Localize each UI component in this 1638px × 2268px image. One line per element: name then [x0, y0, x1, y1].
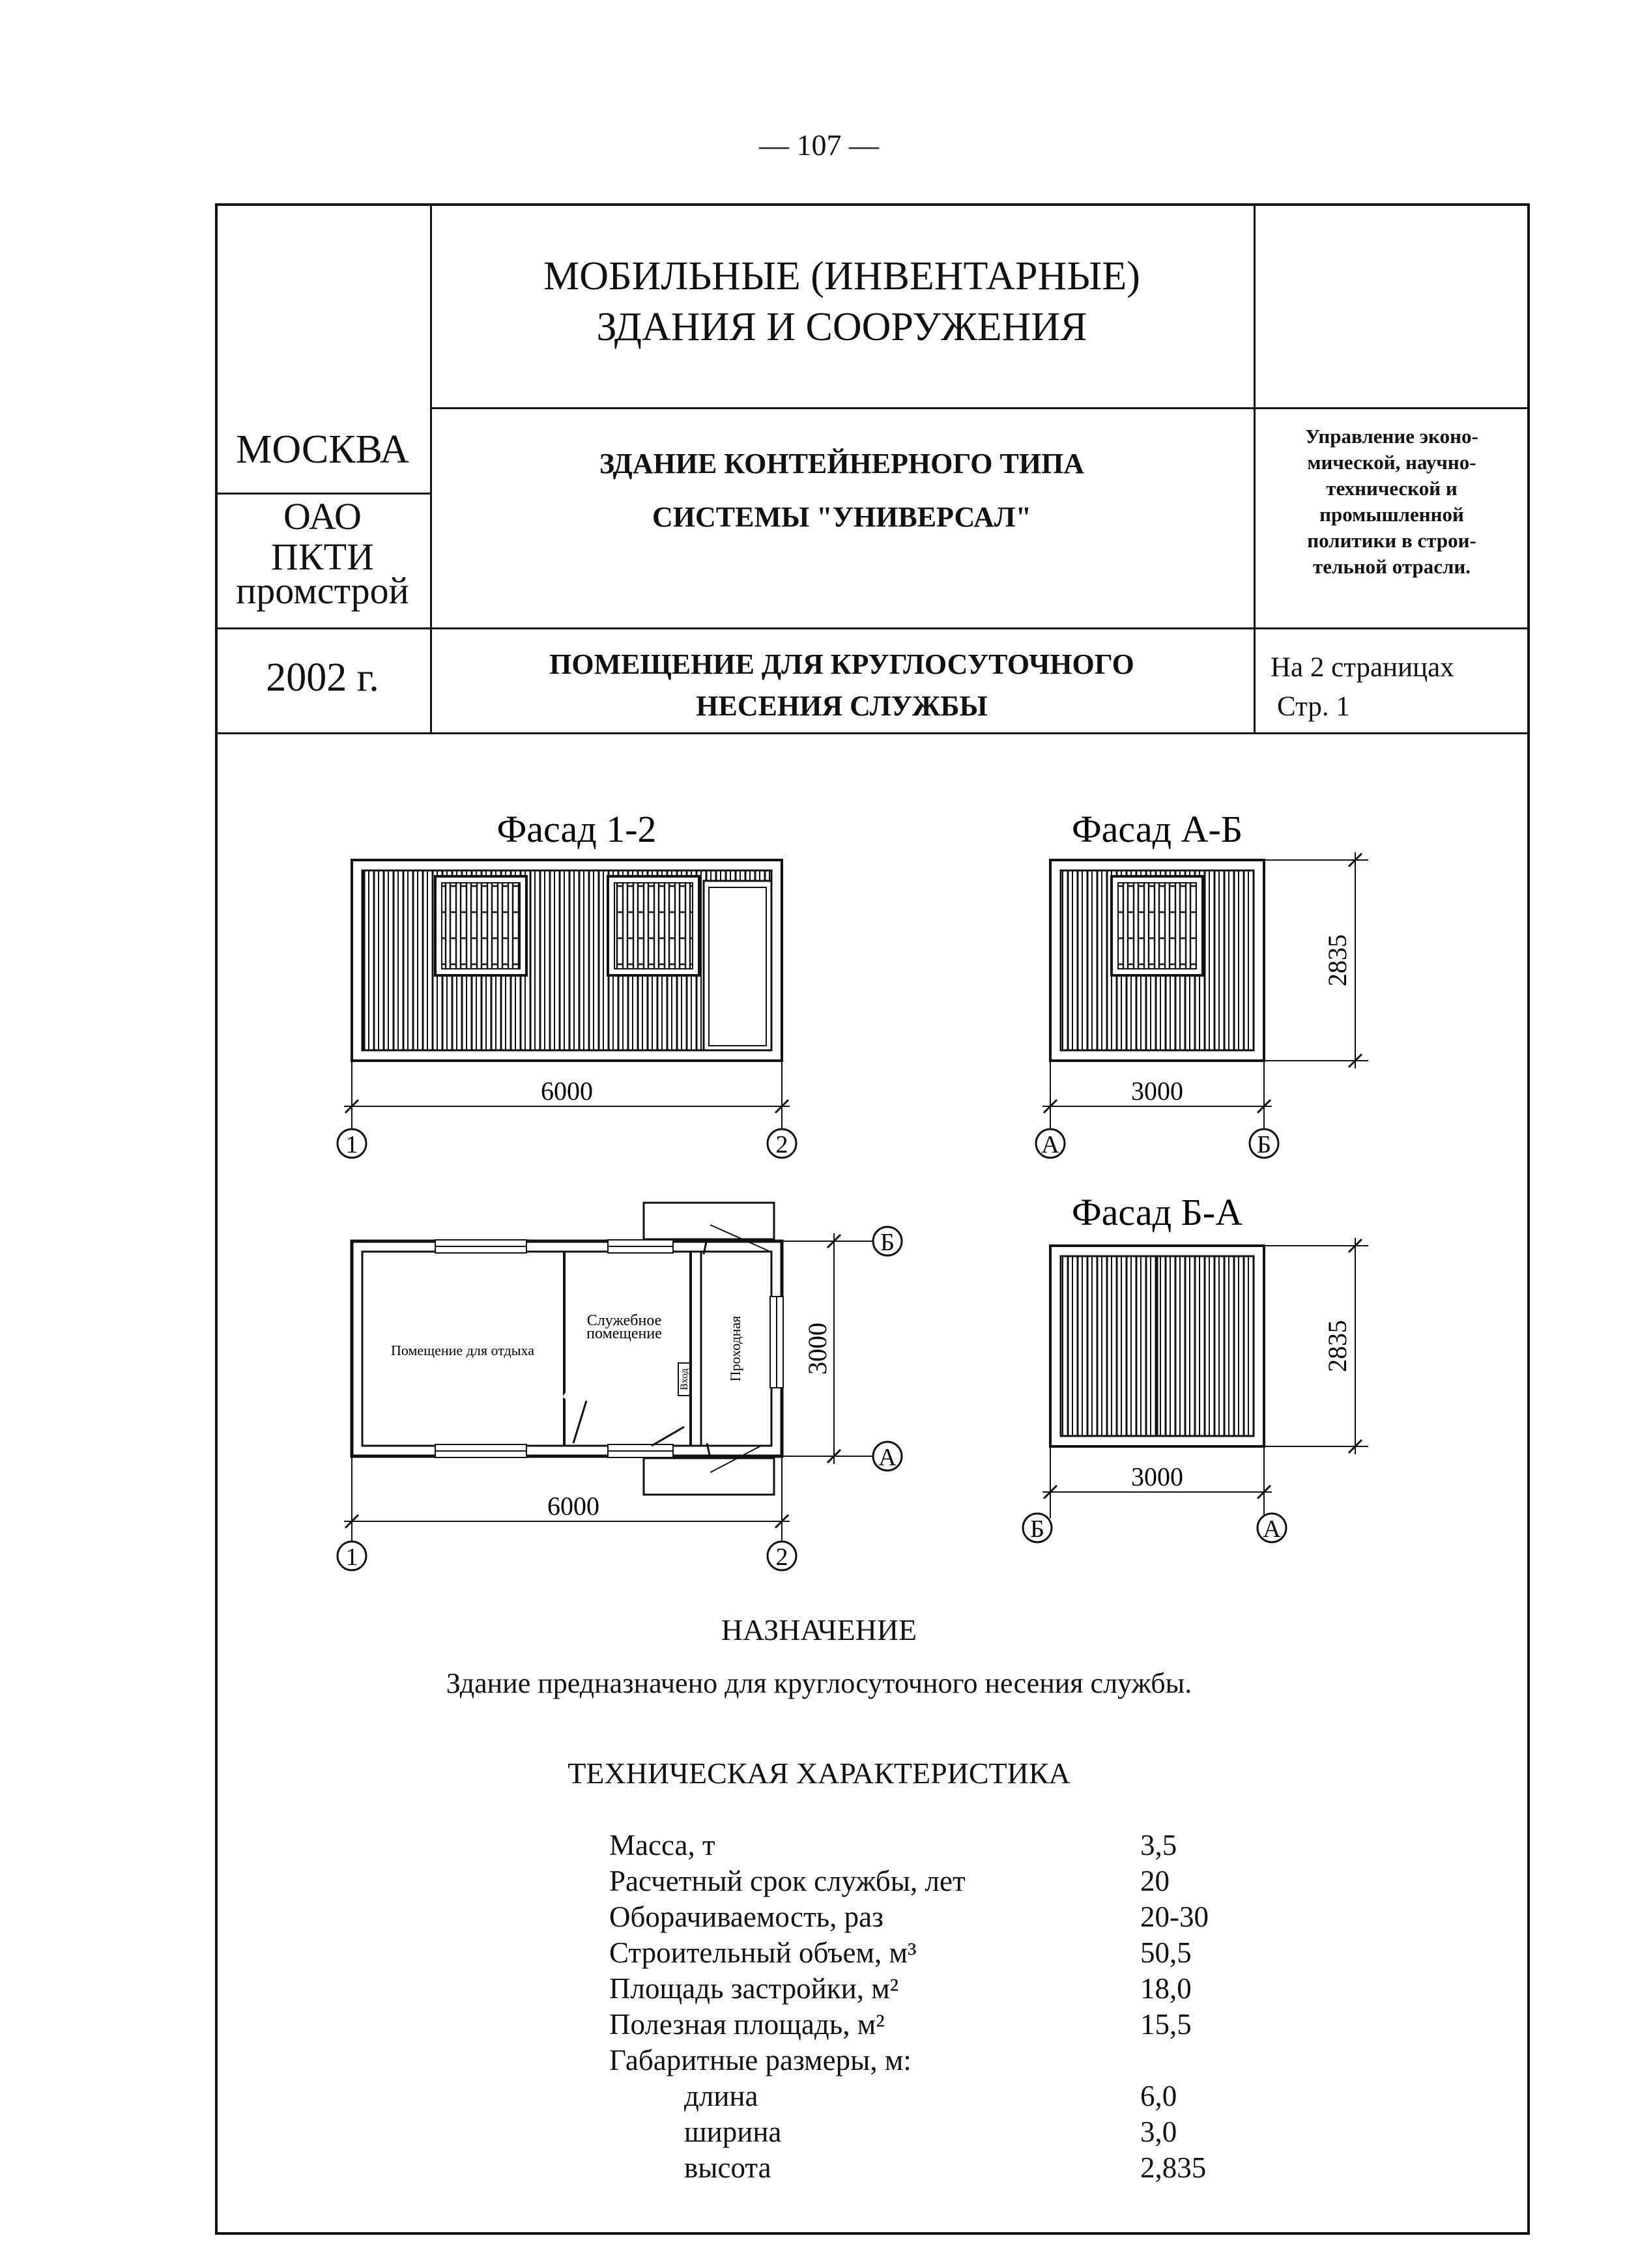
plan-width-dim: 3000	[803, 1323, 832, 1375]
plan-axis-2: 2	[775, 1543, 788, 1571]
spec-value: 20-30	[1140, 1901, 1209, 1933]
axis-a-label: А	[1041, 1131, 1059, 1158]
entrance-label: Вход	[679, 1368, 690, 1390]
spec-value: 6,0	[1140, 2080, 1177, 2112]
building-line1: ЗДАНИЕ КОНТЕЙНЕРНОГО ТИПА	[599, 448, 1085, 480]
axis-1-label: 1	[345, 1131, 358, 1158]
spec-value: 20	[1140, 1865, 1170, 1897]
org-line2: ПКТИ	[271, 536, 374, 578]
spec-value: 18,0	[1140, 1972, 1192, 2005]
spec-table	[609, 1828, 1261, 2192]
spec-value: 3,5	[1140, 1829, 1177, 1861]
purpose-heading: НАЗНАЧЕНИЕ	[721, 1613, 917, 1646]
facade-a-b-height: 2835	[1323, 934, 1352, 986]
spec-label: Оборачиваемость, раз	[609, 1901, 884, 1933]
room-title-line2: НЕСЕНИЯ СЛУЖБЫ	[696, 690, 988, 722]
facade-b-a-title: Фасад Б-А	[1071, 1191, 1243, 1233]
city: МОСКВА	[236, 427, 409, 472]
spec-value: 50,5	[1140, 1936, 1192, 1969]
spec-row	[609, 2043, 1261, 2078]
spec-label: высота	[684, 2151, 771, 2184]
floor-plan	[338, 1203, 902, 1571]
spec-row	[609, 1828, 1261, 1863]
facade-b-a-height: 2835	[1323, 1320, 1352, 1372]
plan-axis-1: 1	[345, 1543, 358, 1571]
series-title-line1: МОБИЛЬНЫЕ (ИНВЕНТАРНЫЕ)	[543, 254, 1140, 298]
org-line1: ОАО	[283, 495, 362, 538]
spec-label: Полезная площадь, м²	[609, 2008, 885, 2041]
admin-line: технической и	[1326, 477, 1458, 500]
org-line3: промстрой	[236, 569, 409, 612]
facade-b-a-width: 3000	[1131, 1462, 1183, 1491]
admin-line: промышленной	[1319, 503, 1464, 526]
facade-1-2	[338, 808, 796, 1158]
spec-row	[609, 1935, 1261, 1971]
room-rest-label: Помещение для отдыха	[391, 1342, 534, 1358]
admin-line: Управление эконо-	[1305, 425, 1478, 448]
spec-value: 3,0	[1140, 2116, 1177, 2148]
room-title-line1: ПОМЕЩЕНИЕ ДЛЯ КРУГЛОСУТОЧНОГО	[549, 648, 1134, 680]
page-number: — 107 —	[759, 128, 879, 162]
series-title-line2: ЗДАНИЯ И СООРУЖЕНИЯ	[596, 305, 1087, 349]
spec-row	[609, 2078, 1261, 2114]
purpose-text: Здание предназначено для круглосуточного несения службы.	[446, 1667, 1192, 1699]
pages-total: На 2 страницах	[1271, 652, 1454, 683]
axis-b-label: Б	[1030, 1515, 1044, 1543]
spec-row	[609, 2114, 1261, 2150]
plan-axis-a: А	[878, 1444, 897, 1471]
spec-label: Расчетный срок службы, лет	[609, 1865, 966, 1897]
spec-label: ширина	[684, 2116, 782, 2148]
facade-a-b	[1036, 808, 1368, 1158]
spec-label: Масса, т	[609, 1829, 715, 1861]
admin-line: тельной отрасли.	[1313, 555, 1471, 578]
axis-b-label: Б	[1257, 1131, 1271, 1158]
facade-1-2-dim: 6000	[541, 1076, 593, 1106]
room-service-label-1: Служебное	[586, 1312, 662, 1329]
axis-2-label: 2	[775, 1131, 788, 1158]
building-line2: СИСТЕМЫ "УНИВЕРСАЛ"	[652, 501, 1032, 533]
room-pass-label: Проходная	[727, 1315, 743, 1382]
facade-a-b-width: 3000	[1131, 1076, 1183, 1106]
spec-row	[609, 2150, 1261, 2186]
page-current: Стр. 1	[1277, 691, 1350, 722]
year: 2002 г.	[266, 655, 379, 700]
admin-line: мической, научно-	[1307, 451, 1476, 474]
axis-a-label: А	[1263, 1515, 1281, 1543]
spec-row	[609, 1863, 1261, 1899]
spec-label: длина	[684, 2080, 758, 2112]
spec-value: 15,5	[1140, 2008, 1192, 2041]
plan-axis-b: Б	[880, 1229, 895, 1256]
tech-heading: ТЕХНИЧЕСКАЯ ХАРАКТЕРИСТИКА	[568, 1757, 1070, 1790]
spec-row	[609, 1971, 1261, 2007]
spec-label: Площадь застройки, м²	[609, 1972, 899, 2005]
admin-line: политики в строи-	[1307, 529, 1476, 552]
facade-1-2-title: Фасад 1-2	[496, 808, 657, 850]
spec-row	[609, 2007, 1261, 2043]
spec-row	[609, 1899, 1261, 1935]
spec-label: Строительный объем, м³	[609, 1936, 917, 1969]
facade-a-b-title: Фасад А-Б	[1071, 808, 1243, 850]
facade-b-a	[1023, 1191, 1368, 1543]
room-service-label-2: помещение	[586, 1325, 662, 1342]
spec-label: Габаритные размеры, м:	[609, 2044, 912, 2076]
plan-length-dim: 6000	[547, 1491, 599, 1521]
spec-value: 2,835	[1140, 2151, 1207, 2184]
